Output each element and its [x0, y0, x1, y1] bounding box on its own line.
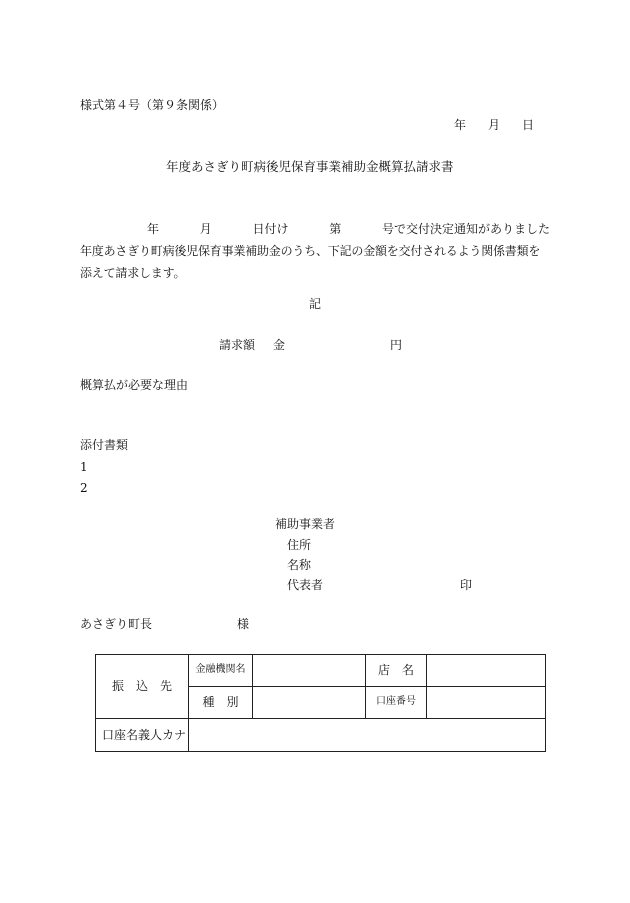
form-number: 様式第４号（第９条関係）: [80, 98, 225, 112]
institution-label: 金融機関名: [189, 655, 253, 687]
type-label: 種 別: [189, 687, 253, 719]
reason-label: 概算払が必要な理由: [80, 378, 189, 392]
body-notice: 号で交付決定通知がありました: [381, 222, 550, 236]
body-dated: 日付け: [252, 222, 289, 236]
body-month: 月: [199, 222, 212, 236]
recipient-mayor: あさぎり町長: [80, 617, 153, 631]
type-field[interactable]: [253, 687, 366, 719]
attachment-item-1: 1: [80, 460, 88, 474]
date-line: [454, 118, 534, 133]
applicant-business: 補助事業者: [275, 517, 336, 531]
attachments-label: 添付書類: [80, 438, 129, 452]
date-month: 月: [488, 118, 501, 132]
attachment-item-2: 2: [80, 481, 88, 495]
table-row: [96, 655, 546, 687]
date-day: 日: [522, 118, 535, 132]
claim-amount-line: [219, 338, 402, 353]
body-dai: 第: [329, 222, 342, 236]
applicant-address: 住所: [287, 538, 312, 552]
claim-yen: 円: [390, 338, 403, 352]
bank-transfer-table: [95, 654, 546, 752]
body-line-3: 添えて請求します。: [80, 266, 186, 280]
document-title: 年度あさぎり町病後児保育事業補助金概算払請求書: [166, 159, 454, 174]
holder-kana-field[interactable]: [189, 719, 546, 752]
table-row: [96, 719, 546, 752]
institution-field[interactable]: [253, 655, 366, 687]
branch-label: 店 名: [366, 655, 427, 687]
body-paragraph: [80, 218, 550, 284]
ki-heading: 記: [309, 297, 322, 311]
account-number-field[interactable]: [427, 687, 546, 719]
claim-kin: 金: [273, 338, 286, 352]
seal-mark: 印: [460, 578, 473, 592]
body-line-1: [80, 218, 550, 240]
branch-field[interactable]: [427, 655, 546, 687]
body-year: 年: [147, 222, 160, 236]
applicant-name: 名称: [287, 558, 312, 572]
applicant-representative: 代表者: [287, 578, 324, 592]
claim-label: 請求額: [219, 338, 256, 352]
holder-kana-label: 口座名義人カナ: [96, 719, 189, 752]
body-line-2: 年度あさぎり町病後児保育事業補助金のうち、下記の金額を交付されるよう関係書類を: [80, 244, 541, 258]
date-year: 年: [454, 118, 467, 132]
account-number-label: 口座番号: [366, 687, 427, 719]
transfer-to-label: 振 込 先: [96, 655, 189, 719]
recipient-honorific: 様: [237, 617, 250, 631]
